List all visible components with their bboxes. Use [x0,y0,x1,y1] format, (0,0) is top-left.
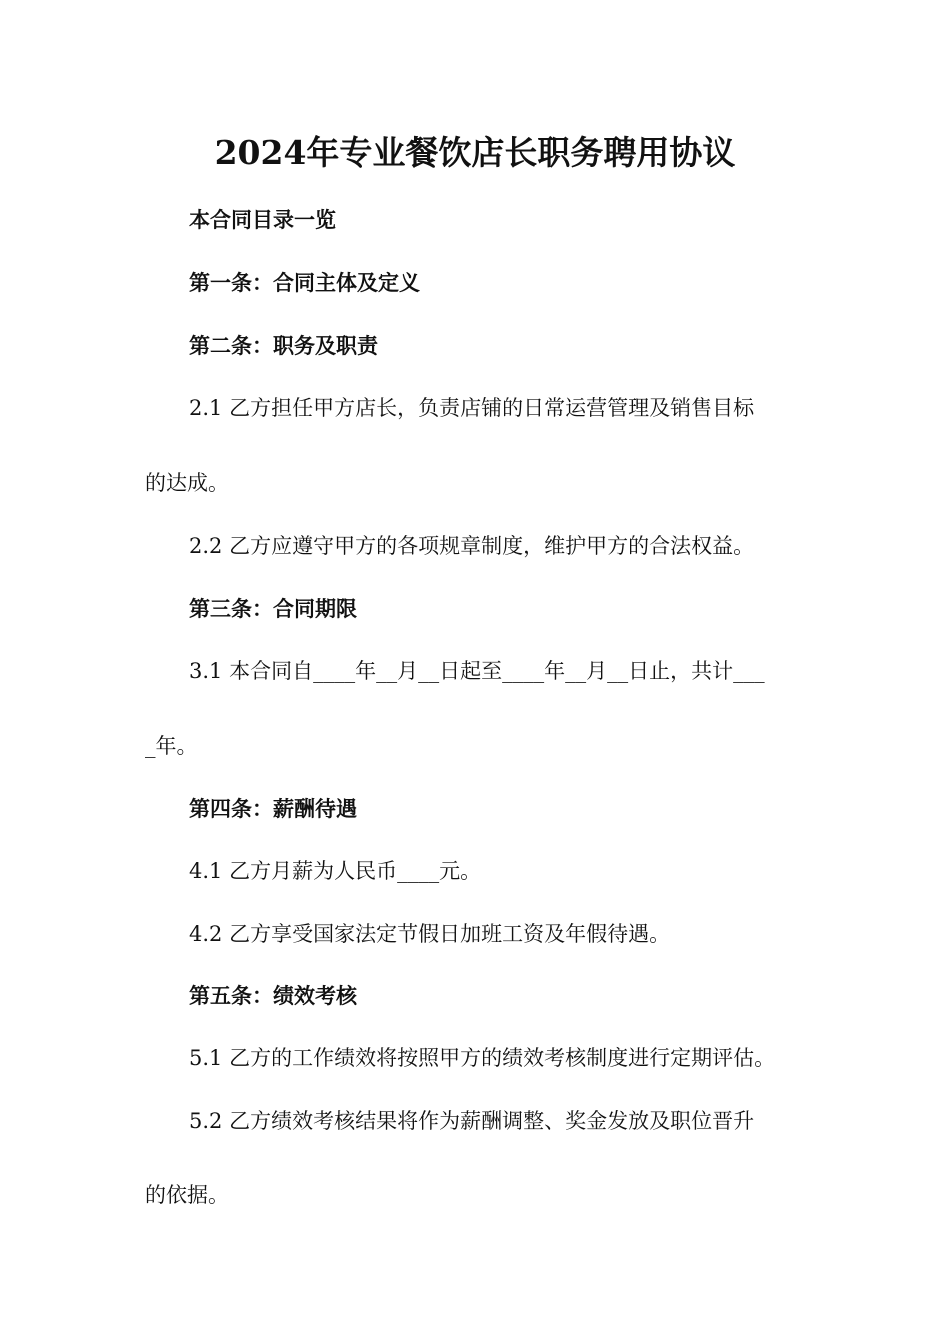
clause-5-2-line-2: 的依据。 [145,1183,229,1207]
article-5-heading: 第五条：绩效考核 [189,983,357,1008]
clause-2-1-line-1: 2.1 乙方担任甲方店长，负责店铺的日常运营管理及销售目标 [189,396,755,420]
document-title: 2024年专业餐饮店长职务聘用协议 [214,133,736,172]
clause-3-1-line-2: _年。 [145,734,198,758]
article-3-heading: 第三条：合同期限 [189,596,357,621]
toc-heading: 本合同目录一览 [189,207,336,232]
article-2-heading: 第二条：职务及职责 [189,333,378,358]
clause-5-1: 5.1 乙方的工作绩效将按照甲方的绩效考核制度进行定期评估。 [189,1046,776,1070]
clause-2-2: 2.2 乙方应遵守甲方的各项规章制度，维护甲方的合法权益。 [189,534,755,558]
article-1-heading: 第一条：合同主体及定义 [189,270,420,295]
clause-5-2-line-1: 5.2 乙方绩效考核结果将作为薪酬调整、奖金发放及职位晋升 [189,1109,755,1133]
clause-3-1-line-1: 3.1 本合同自____年__月__日起至____年__月__日止，共计___ [189,659,765,683]
article-4-heading: 第四条：薪酬待遇 [189,796,357,821]
clause-4-1: 4.1 乙方月薪为人民币____元。 [189,859,482,883]
clause-4-2: 4.2 乙方享受国家法定节假日加班工资及年假待遇。 [189,922,671,946]
clause-2-1-line-2: 的达成。 [145,471,229,495]
